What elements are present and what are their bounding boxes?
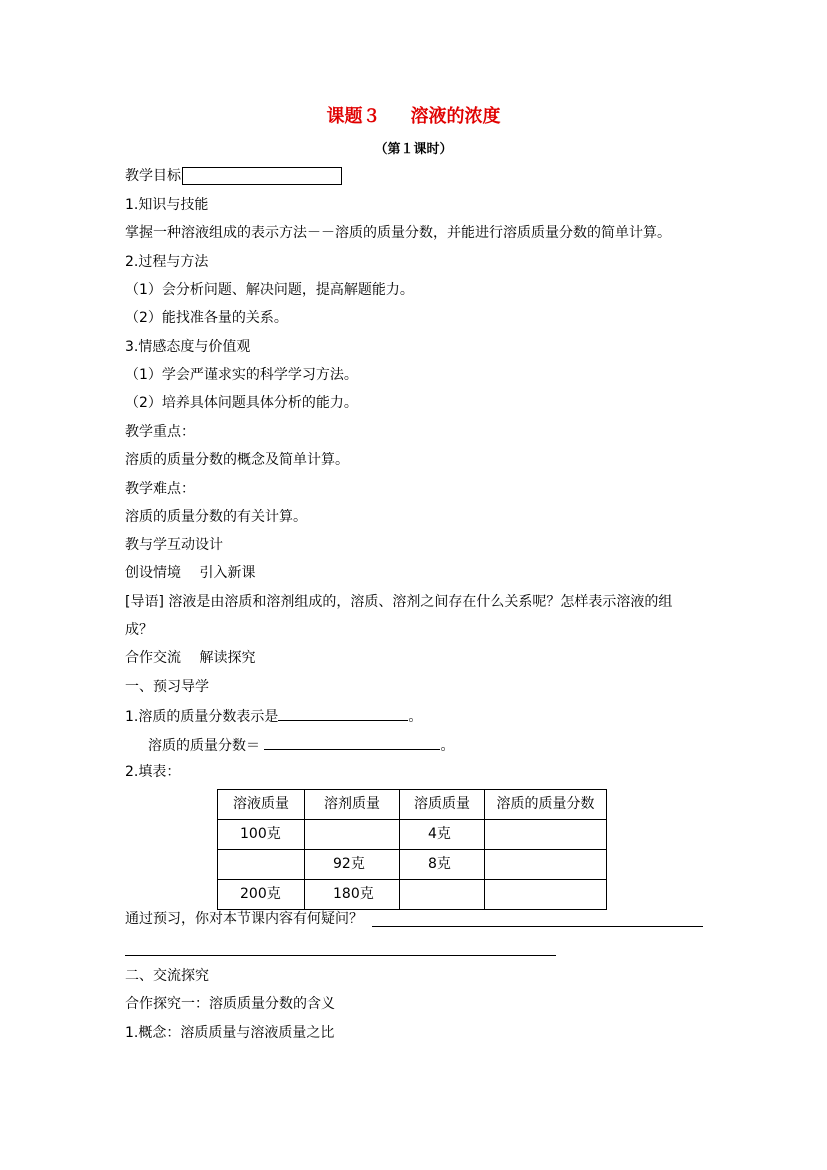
part-one-heading: 一、预习导学 (125, 679, 209, 695)
table-cell: 8克 (400, 850, 485, 880)
table-row (218, 820, 607, 850)
table-cell: 92克 (305, 850, 400, 880)
table-cell: 180克 (305, 880, 400, 910)
fill-in-table (217, 789, 607, 910)
table-cell: 200克 (218, 880, 305, 910)
attitude-item-2: （2）培养具体问题具体分析的能力。 (125, 395, 358, 411)
cooperation-heading: 合作交流 解读探究 (125, 650, 256, 666)
preview-doubt-text: 通过预习，你对本节课内容有何疑问？ (125, 911, 363, 927)
question-2: 2.填表： (125, 764, 181, 780)
doubt-answer-line-2 (125, 955, 556, 956)
formula-end: 。 (440, 738, 455, 754)
guide-text-line-1: [导语] 溶液是由溶质和溶剂组成的，溶质、溶剂之间存在什么关系呢？怎样表示溶液的组 (125, 594, 673, 610)
table-cell: 100克 (218, 820, 305, 850)
question-1 (125, 706, 422, 726)
table-row (218, 880, 607, 910)
interactive-design-heading: 教与学互动设计 (125, 537, 223, 553)
formula-text: 溶质的质量分数＝ (148, 738, 265, 754)
key-point-text: 溶质的质量分数的概念及简单计算。 (125, 452, 349, 468)
lesson-subtitle: （第１课时） (374, 142, 453, 157)
table-row (218, 850, 607, 880)
header-solvent-mass: 溶剂质量 (305, 790, 400, 820)
header-solute-mass: 溶质质量 (400, 790, 485, 820)
attitude-item-1: （1）学会严谨求实的科学学习方法。 (125, 367, 358, 383)
table-cell (400, 880, 485, 910)
difficulty-text: 溶质的质量分数的有关计算。 (125, 509, 307, 525)
table-cell (485, 880, 607, 910)
table-cell: 4克 (400, 820, 485, 850)
difficulty-label: 教学难点： (125, 481, 195, 497)
preview-doubt-line (125, 910, 363, 928)
scene-heading: 创设情境 引入新课 (125, 565, 256, 581)
doubt-answer-line-1 (372, 926, 703, 927)
question-1-text: 1.溶质的质量分数表示是 (125, 709, 279, 725)
section-knowledge: 1.知识与技能 (125, 197, 209, 213)
question-1-end: 。 (408, 709, 423, 725)
key-point-label: 教学重点： (125, 424, 195, 440)
section-attitude: 3.情感态度与价值观 (125, 339, 251, 355)
guide-text-line-2: 成？ (125, 622, 153, 638)
teaching-goals-label: 教学目标 (125, 168, 181, 184)
table-cell (485, 850, 607, 880)
knowledge-text: 掌握一种溶液组成的表示方法－－溶质的质量分数，并能进行溶质质量分数的简单计算。 (125, 225, 671, 241)
section-process: 2.过程与方法 (125, 254, 209, 270)
lesson-title (0, 102, 827, 128)
header-solution-mass: 溶液质量 (218, 790, 305, 820)
explore-one-heading: 合作探究一：溶质质量分数的含义 (125, 996, 335, 1012)
teaching-goals-box (182, 167, 342, 185)
question-1-blank (278, 706, 408, 721)
teaching-goals-line (125, 167, 342, 185)
process-item-1: （1）会分析问题、解决问题，提高解题能力。 (125, 282, 414, 298)
lesson-name: 溶液的浓度 (410, 106, 501, 127)
part-two-heading: 二、交流探究 (125, 968, 209, 984)
header-mass-fraction: 溶质的质量分数 (485, 790, 607, 820)
formula-line (148, 735, 454, 755)
table-cell (218, 850, 305, 880)
table-cell (485, 820, 607, 850)
table-cell (305, 820, 400, 850)
lesson-number: 课题３ (326, 106, 381, 127)
process-item-2: （2）能找准各量的关系。 (125, 310, 288, 326)
concept-line: 1.概念：溶质质量与溶液质量之比 (125, 1025, 335, 1041)
table-header-row (218, 790, 607, 820)
formula-blank (264, 735, 440, 750)
